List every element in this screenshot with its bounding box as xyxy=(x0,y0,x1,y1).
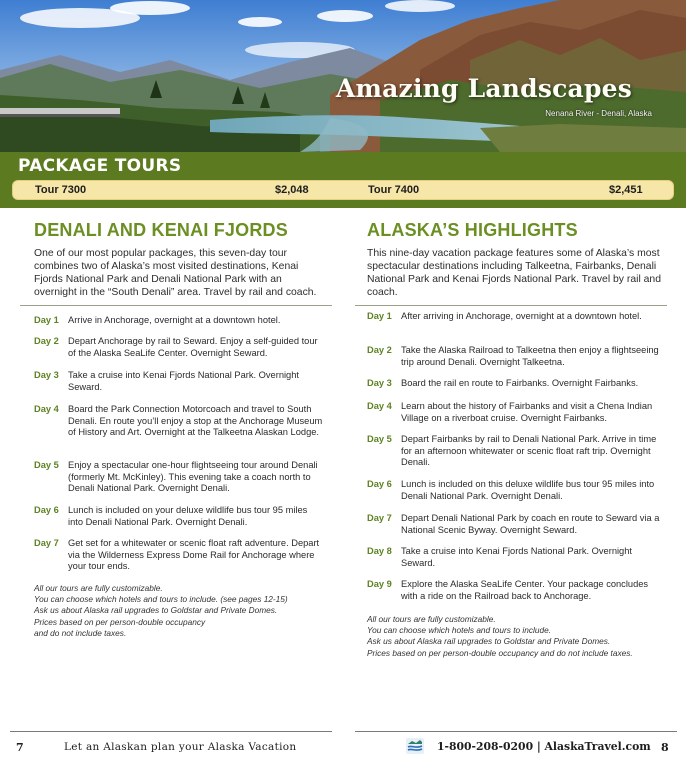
itinerary-day xyxy=(367,579,667,602)
itinerary-day xyxy=(367,311,642,323)
day-label: Day 1 xyxy=(367,311,392,321)
hero-title: Amazing Landscapes xyxy=(335,74,632,103)
day-text: Learn about the history of Fairbanks and visit a Chena Indian Village on a riverboat cruise. Overnight Fairbanks. xyxy=(401,401,653,423)
right-tour-number: Tour 7400 xyxy=(368,184,420,196)
day-label: Day 5 xyxy=(367,434,392,444)
day-text: Depart Anchorage by rail to Seward. Enjoy a self-guided tour of the Alaska SeaLife Center. Overnight Seward. xyxy=(68,336,318,358)
right-tour-title: ALASKA’S HIGHLIGHTS xyxy=(367,220,578,240)
day-label: Day 1 xyxy=(34,315,59,325)
day-text: Enjoy a spectacular one-hour flightseeing tour around Denali (formerly Mt. McKinley). This evening take a coach north to Denali National Park. Overnight Denali. xyxy=(68,460,318,493)
day-text: Take a cruise into Kenai Fjords National Park. Overnight Seward. xyxy=(68,370,299,392)
day-label: Day 7 xyxy=(34,538,59,548)
day-text: After arriving in Anchorage, overnight at a downtown hotel. xyxy=(401,311,642,321)
left-tour-note: All our tours are fully customizable. You can choose which hotels and tours to include. (see pages 12-15) Ask us about Alaska rail upgrades to Goldstar and Private Domes. Prices based on per person-double occupancy and do not include taxes. xyxy=(34,583,288,638)
itinerary-day xyxy=(367,479,667,502)
footer-rule-right xyxy=(355,731,677,732)
itinerary-day xyxy=(34,538,324,573)
day-text: Lunch is included on your deluxe wildlife bus tour 95 miles into Denali National Park. Overnight Denali. xyxy=(68,505,308,527)
right-tour-column xyxy=(367,220,667,299)
day-label: Day 4 xyxy=(34,404,59,414)
left-tour-price: $2,048 xyxy=(275,184,309,196)
left-divider xyxy=(20,305,332,306)
left-tour-title: DENALI AND KENAI FJORDS xyxy=(34,220,288,240)
page-number-right: 8 xyxy=(661,741,669,754)
day-label: Day 4 xyxy=(367,401,392,411)
itinerary-day xyxy=(34,460,324,495)
day-text: Depart Denali National Park by coach en route to Seward via a National Scenic Byway. Overnight Seward. xyxy=(401,513,660,535)
left-tour-column xyxy=(34,220,324,299)
day-text: Lunch is included on this deluxe wildlife bus tour 95 miles into Denali National Park. Overnight Denali. xyxy=(401,479,655,501)
day-text: Arrive in Anchorage, overnight at a downtown hotel. xyxy=(68,315,281,325)
package-tours-band xyxy=(0,152,686,208)
day-label: Day 6 xyxy=(367,479,392,489)
day-text: Board the Park Connection Motorcoach and travel to South Denali. En route you’ll enjoy a stop at the Anchorage Museum of History and Art. Overnight at the Talkeetna Alaskan Lodge. xyxy=(68,404,323,437)
day-label: Day 3 xyxy=(367,378,392,388)
day-label: Day 5 xyxy=(34,460,59,470)
right-tour-note: All our tours are fully customizable. You can choose which hotels and tours to include. Ask us about Alaska rail upgrades to Goldstar and Private Domes. Prices based on per person-double occupancy and do not include taxes. xyxy=(367,614,633,658)
itinerary-day xyxy=(367,513,667,536)
day-label: Day 6 xyxy=(34,505,59,515)
day-label: Day 3 xyxy=(34,370,59,380)
day-text: Explore the Alaska SeaLife Center. Your package concludes with a ride on the Railroad back to Anchorage. xyxy=(401,579,649,601)
section-title: PACKAGE TOURS xyxy=(18,156,182,176)
day-text: Take a cruise into Kenai Fjords National Park. Overnight Seward. xyxy=(401,546,632,568)
itinerary-day xyxy=(34,505,324,528)
footer-tagline: Let an Alaskan plan your Alaska Vacation xyxy=(64,741,297,753)
itinerary-day xyxy=(367,546,667,569)
day-label: Day 8 xyxy=(367,546,392,556)
day-text: Take the Alaska Railroad to Talkeetna then enjoy a flightseeing trip around Denali. Overnight Talkeetna. xyxy=(401,345,659,367)
day-text: Depart Fairbanks by rail to Denali National Park. Arrive in time for an afternoon whitewater or scenic float raft trip. Overnight Denali. xyxy=(401,434,657,467)
itinerary-day xyxy=(34,404,324,439)
page-number-left: 7 xyxy=(16,741,24,754)
day-label: Day 7 xyxy=(367,513,392,523)
hero-caption: Nenana River - Denali, Alaska xyxy=(545,109,652,118)
left-tour-number: Tour 7300 xyxy=(35,184,87,196)
itinerary-day xyxy=(367,434,667,469)
tour-number-bar xyxy=(12,180,674,200)
right-divider xyxy=(355,305,667,306)
itinerary-day xyxy=(34,315,280,327)
itinerary-day xyxy=(34,336,324,359)
itinerary-day xyxy=(367,378,638,390)
day-text: Board the rail en route to Fairbanks. Overnight Fairbanks. xyxy=(401,378,639,388)
day-label: Day 2 xyxy=(34,336,59,346)
right-tour-intro: This nine-day vacation package features some of Alaska’s most spectacular destinations including Talkeetna, Fairbanks, Denali National Park and Kenai Fjords National Park. Travel by rail and coach. xyxy=(367,248,661,298)
itinerary-day xyxy=(367,401,667,424)
alaska-travel-logo-icon xyxy=(406,738,424,754)
day-label: Day 2 xyxy=(367,345,392,355)
day-label: Day 9 xyxy=(367,579,392,589)
itinerary-day xyxy=(367,345,667,368)
footer-rule-left xyxy=(10,731,332,732)
left-tour-intro: One of our most popular packages, this seven-day tour combines two of Alaska’s most visited destinations, Kenai Fjords National Park and Denali National Park with an overnight in the “South Denali” area. Travel by rail and coach. xyxy=(34,248,317,298)
right-tour-price: $2,451 xyxy=(609,184,643,196)
itinerary-day xyxy=(34,370,324,393)
day-text: Get set for a whitewater or scenic float raft adventure. Depart via the Wilderness Express Dome Rail for Anchorage where your tour ends. xyxy=(68,538,320,571)
footer-contact[interactable]: 1-800-208-0200 | AlaskaTravel.com xyxy=(437,740,651,753)
hero-photo xyxy=(0,0,686,152)
